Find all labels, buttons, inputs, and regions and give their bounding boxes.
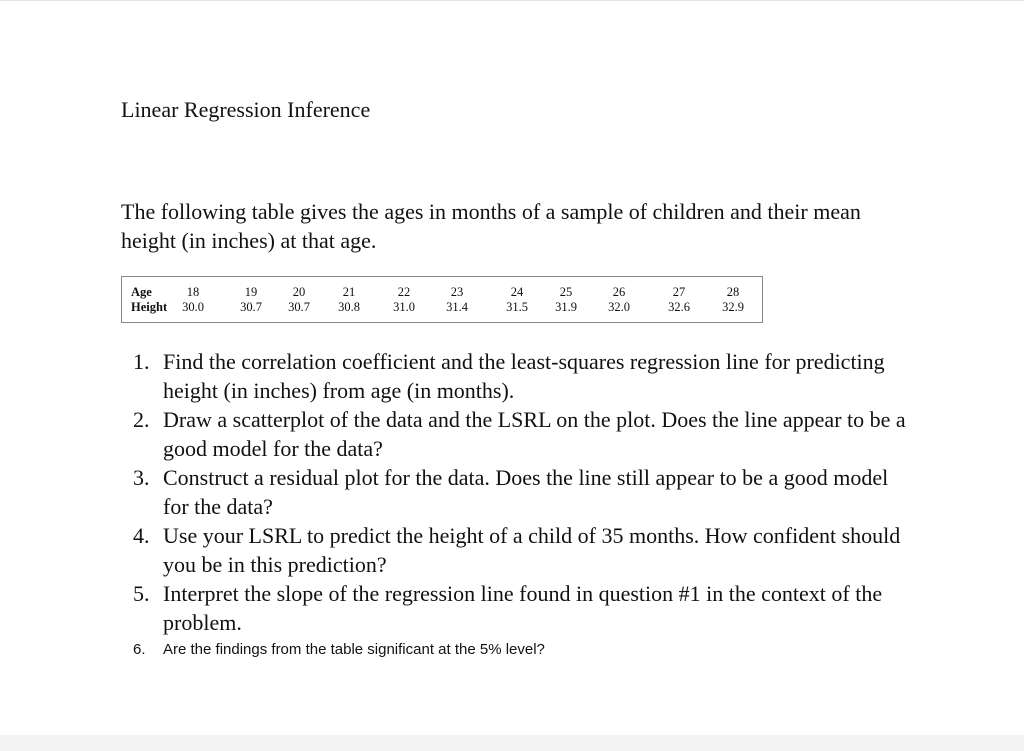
page-title: Linear Regression Inference [121, 97, 371, 122]
height-cell: 32.9 [722, 300, 744, 314]
height-cell: 30.7 [288, 300, 310, 314]
height-cell: 31.4 [446, 300, 468, 314]
question-number: 1. [133, 349, 150, 374]
question-item [122, 521, 912, 579]
question-text: Use your LSRL to predict the height of a child of 35 months. How confident should you be in this prediction? [163, 523, 901, 577]
age-cell: 28 [726, 285, 740, 299]
height-cell: 30.7 [240, 300, 262, 314]
height-cell: 30.0 [182, 300, 204, 314]
height-row-header: Height [131, 300, 168, 314]
question-text: Are the findings from the table significant at the 5% level? [163, 641, 545, 658]
age-cell: 18 [186, 285, 200, 299]
age-cell: 24 [510, 285, 524, 299]
height-cell: 32.6 [668, 300, 690, 314]
question-text: Draw a scatterplot of the data and the LSRL on the plot. Does the line appear to be a good model for the data? [163, 407, 906, 461]
age-cell: 25 [559, 285, 573, 299]
height-cell: 31.5 [506, 300, 528, 314]
age-cell: 20 [292, 285, 306, 299]
question-number: 4. [133, 523, 150, 548]
question-item [122, 347, 912, 405]
question-number: 5. [133, 581, 150, 606]
question-number: 6. [133, 641, 146, 658]
question-text: Find the correlation coefficient and the least-squares regression line for predicting height (in inches) from age (in months). [163, 349, 885, 403]
question-number: 2. [133, 407, 150, 432]
question-item [122, 463, 912, 521]
question-number: 3. [133, 465, 150, 490]
question-item [122, 579, 912, 637]
question-text: Interpret the slope of the regression line found in question #1 in the context of the problem. [163, 581, 883, 635]
height-cell: 31.0 [393, 300, 415, 314]
intro-paragraph: The following table gives the ages in months of a sample of children and their mean height (in inches) at that age. [121, 199, 861, 253]
height-cell: 30.8 [338, 300, 360, 314]
question-item [122, 405, 912, 463]
age-height-table [121, 276, 763, 323]
height-cell: 32.0 [608, 300, 630, 314]
age-cell: 21 [342, 285, 356, 299]
age-row-header: Age [131, 285, 152, 299]
age-cell: 26 [612, 285, 626, 299]
age-cell: 27 [672, 285, 686, 299]
height-cell: 31.9 [555, 300, 577, 314]
age-cell: 22 [397, 285, 411, 299]
question-list [122, 347, 912, 663]
age-cell: 19 [244, 285, 258, 299]
question-item [122, 637, 912, 663]
question-text: Construct a residual plot for the data. Does the line still appear to be a good model for the data? [163, 465, 889, 519]
age-cell: 23 [450, 285, 464, 299]
